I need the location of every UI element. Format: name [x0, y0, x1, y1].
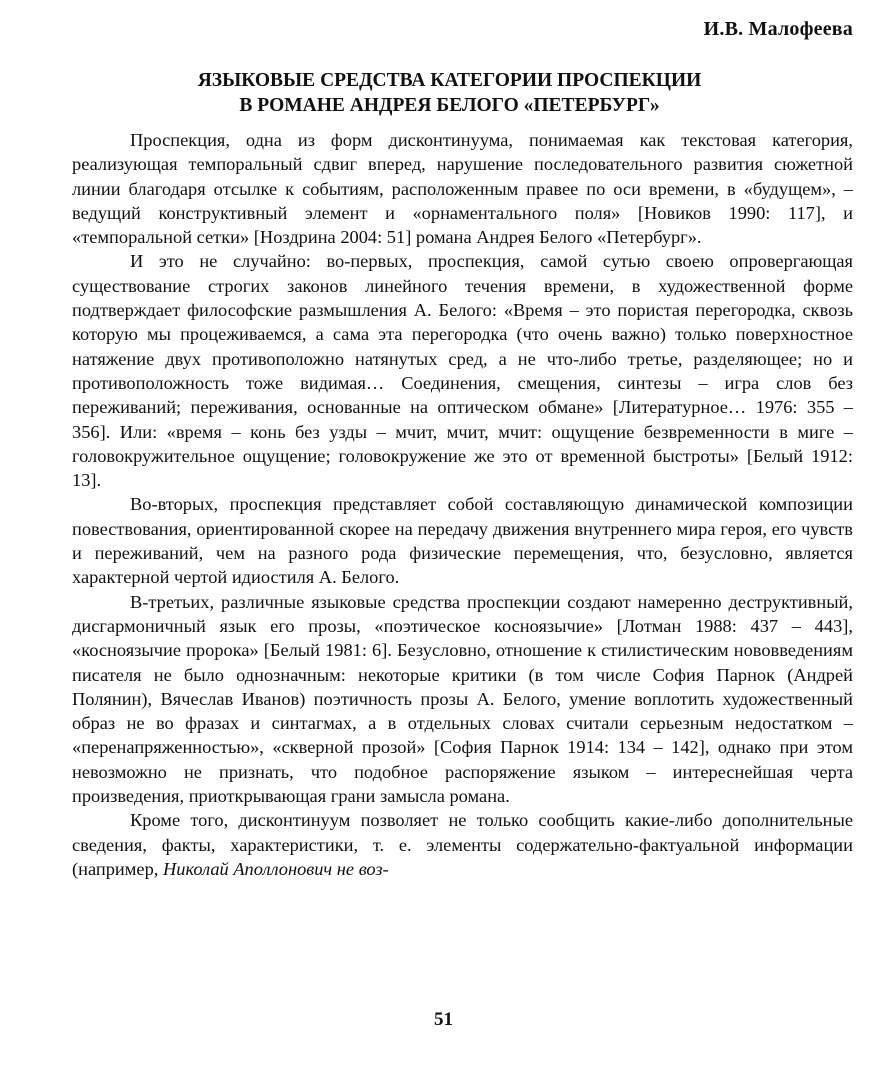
article-title	[40, 68, 859, 118]
title-line-1: ЯЗЫКОВЫЕ СРЕДСТВА КАТЕГОРИИ ПРОСПЕКЦИИ	[197, 70, 702, 91]
paragraph-1: Проспекция, одна из форм дисконтинуума, понимаемая как текстовая категория, реализующая темпоральный сдвиг вперед, нарушение последовательного развития сюжетной линии благодаря отсылке к событиям, расположенным правее по оси времени, в «будущем», – ведущий конструктивный элемент и «орнаментального поля» [Новиков 1990: 117], и «темпоральной сетки» [Ноздрина 2004: 51] романа Андрея Белого «Петербург».	[72, 130, 853, 248]
page-number: 51	[434, 1009, 453, 1030]
article-body	[72, 128, 853, 881]
running-head-author: И.В. Малофеева	[703, 18, 853, 40]
paragraph-5-text: Кроме того, дисконтинуум позволяет не только сообщить какие-либо дополнительные сведения, факты, характеристики, т. е. элементы содержательно-фактуальной информации (например,	[72, 810, 853, 879]
paragraph-5	[72, 808, 853, 881]
paragraph-4: В-третьих, различные языковые средства проспекции создают намеренно деструктивный, дисгармоничный язык его прозы, «поэтическое косноязычие» [Лотман 1988: 437 – 443], «косноязычие пророка» [Белый 1981: 6]. Безусловно, отношение к стилистическим нововведениям писателя не было однозначным: некоторые критики (в том числе София Парнок (Андрей Полянин), Вячеслав Иванов) поэтичность прозы А. Белого, умение воплотить художественный образ не во фразах и синтагмах, а в отдельных словах считали серьезным недостатком – «перенапряженностью», «скверной прозой» [София Парнок 1914: 134 – 142], однако при этом невозможно не признать, что подобное распоряжение языком – интереснейшая черта произведения, приоткрывающая грани замысла романа.	[72, 591, 853, 807]
paragraph-3: Во-вторых, проспекция представляет собой составляющую динамической композиции повествования, ориентированной скорее на передачу движения внутреннего мира героя, его чувств и переживаний, чем на разного рода физические перемещения, что, безусловно, является характерной чертой идиостиля А. Белого.	[72, 494, 853, 588]
paragraph-5-italic-example: Николай Аполлонович не воз-	[162, 858, 389, 879]
title-line-2: В РОМАНЕ АНДРЕЯ БЕЛОГО «ПЕТЕРБУРГ»	[239, 95, 660, 116]
paragraph-2: И это не случайно: во-первых, проспекция, самой сутью своею опровергающая существование строгих законов линейного течения времени, в художественной форме подтверждает философские размышления А. Белого: «Время – это пористая перегородка, сквозь которую мы процеживаемся, а сама эта перегородка (что очень важно) только поверхностное натяжение двух противоположно натянутых сред, а не что-либо третье, разделяющее; но и противоположность тоже видимая… Соединения, смещения, синтезы – игра слов без переживаний; переживания, основанные на оптическом обмане» [Литературное… 1976: 355 – 356]. Или: «время – конь без узды – мчит, мчит, мчит: ощущение безвременности в миге – головокружительное ощущение; головокружение же это от временной быстроты» [Белый 1912: 13].	[72, 251, 853, 491]
